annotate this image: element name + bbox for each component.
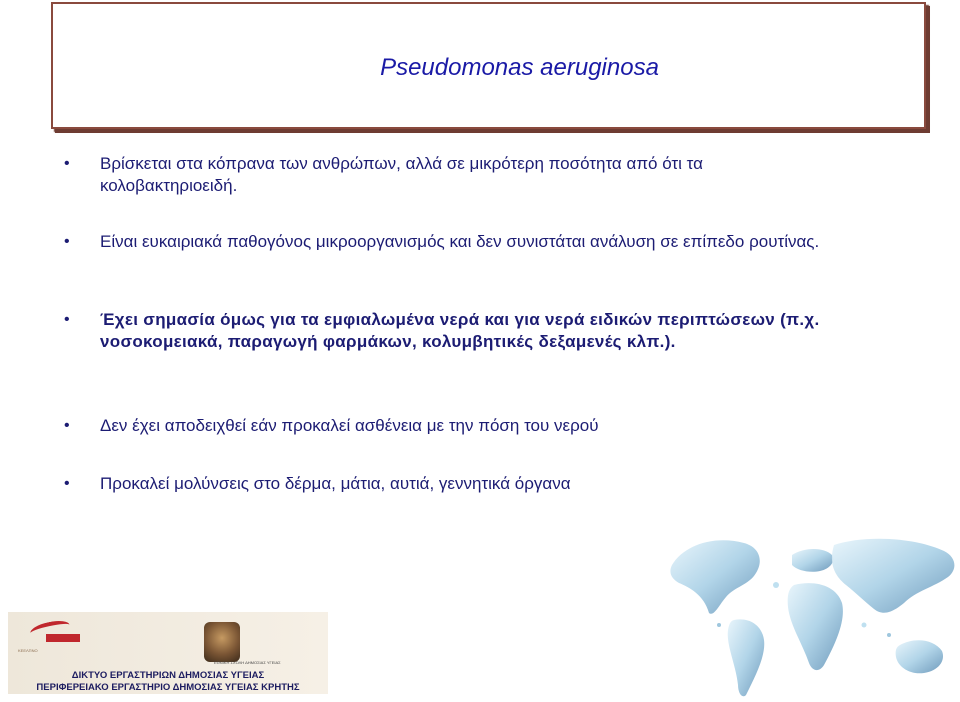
bullet-text: Είναι ευκαιριακά παθογόνος μικροοργανισμός και δεν συνιστάται ανάλυση σε επίπεδο ρουτίνας. — [100, 232, 820, 251]
bullet-text: Δεν έχει αποδειχθεί εάν προκαλεί ασθένεια με την πόση του νερού — [100, 416, 599, 435]
bullet-icon: • — [64, 233, 70, 250]
bullet-icon: • — [64, 311, 70, 328]
footer-network-title: ΔΙΚΤΥΟ ΕΡΓΑΣΤΗΡΙΩΝ ΔΗΜΟΣΙΑΣ ΥΓΕΙΑΣ — [71, 670, 265, 681]
bullet-item — [64, 309, 884, 353]
school-public-health-logo-text: ΕΘΝΙΚΗ ΣΧΟΛΗ ΔΗΜΟΣΙΑΣ ΥΓΕΙΑΣ — [214, 660, 281, 665]
footer-lab-title: ΠΕΡΙΦΕΡΕΙΑΚΟ ΕΡΓΑΣΤΗΡΙΟ ΔΗΜΟΣΙΑΣ ΥΓΕΙΑΣ ΚΡΗΤΗΣ — [36, 682, 300, 693]
bullet-item — [64, 415, 884, 437]
bullet-text: Βρίσκεται στα κόπρανα των ανθρώπων, αλλά σε μικρότερη ποσότητα από ότι τα κολοβακτηριοειδή. — [100, 154, 703, 195]
bullet-icon: • — [64, 155, 70, 172]
bullet-text: Έχει σημασία όμως για τα εμφιαλωμένα νερά και για νερά ειδικών περιπτώσεων (π.χ. νοσοκομειακά, παραγωγή φαρμάκων, κολυμβητικές δεξαμενές κλπ.). — [100, 310, 820, 351]
water-world-map-image — [664, 525, 960, 702]
bullet-item — [64, 153, 884, 197]
bullet-icon: • — [64, 417, 70, 434]
bullet-text: Προκαλεί μολύνσεις στο δέρμα, μάτια, αυτιά, γεννητικά όργανα — [100, 474, 571, 493]
keelpno-logo-text: ΚΕΕΛΠΝΟ — [18, 648, 38, 653]
bullet-item — [64, 231, 884, 253]
bullet-item — [64, 473, 884, 495]
keelpno-logo — [30, 622, 92, 644]
footer-logo-banner — [8, 612, 328, 694]
school-public-health-logo — [204, 622, 240, 662]
bullet-icon: • — [64, 475, 70, 492]
title-box — [51, 2, 926, 129]
slide-title: Pseudomonas aeruginosa — [380, 54, 659, 81]
